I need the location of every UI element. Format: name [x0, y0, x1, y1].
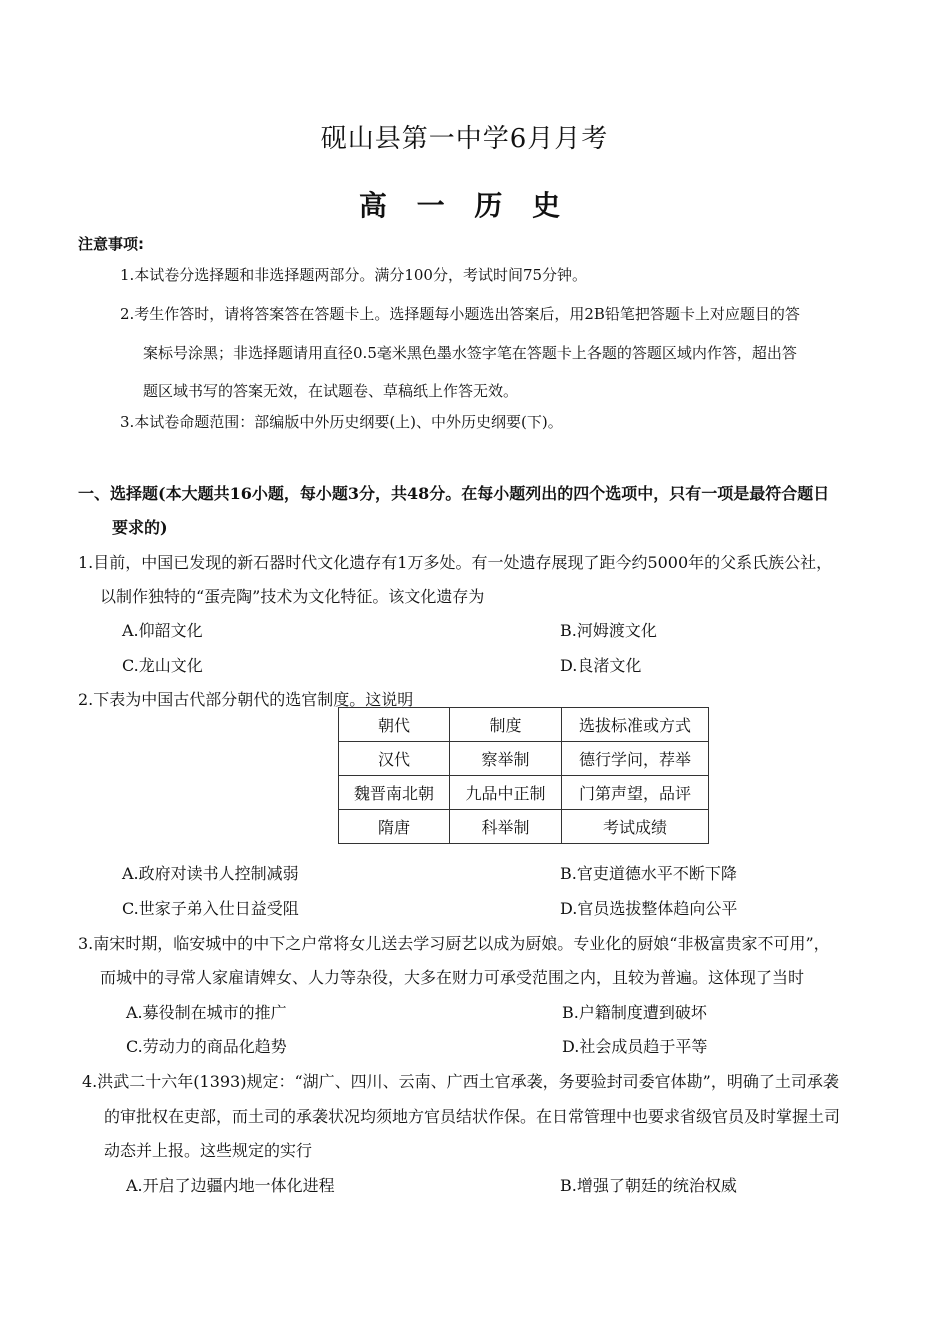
table-cell: 九品中正制 [450, 776, 562, 810]
table-cell: 门第声望，品评 [562, 776, 709, 810]
notice-item-3: 3.本试卷命题范围：部编版中外历史纲要(上)、中外历史纲要(下)。 [120, 413, 563, 431]
notice-item-1: 1.本试卷分选择题和非选择题两部分。满分100分，考试时间75分钟。 [120, 266, 588, 284]
table-cell: 魏晋南北朝 [339, 776, 450, 810]
question-1-line-1: 1.目前，中国已发现的新石器时代文化遗存有1万多处。有一处遗存展现了距今约5000年的父系氏族公社， [78, 553, 833, 572]
question-2-option-a[interactable]: A.政府对读书人控制减弱 [122, 864, 299, 883]
notice-heading: 注意事项: [78, 235, 144, 253]
question-2-option-d[interactable]: D.官员选拔整体趋向公平 [560, 899, 738, 918]
table-cell: 考试成绩 [562, 810, 709, 844]
question-1-option-b[interactable]: B.河姆渡文化 [560, 621, 657, 640]
question-4-option-b[interactable]: B.增强了朝廷的统治权威 [560, 1176, 737, 1195]
table-row [339, 742, 709, 776]
question-3-option-b[interactable]: B.户籍制度遭到破坏 [562, 1003, 707, 1022]
question-1-option-a[interactable]: A.仰韶文化 [122, 621, 203, 640]
section-heading-line-1: 一、选择题(本大题共16小题，每小题3分，共48分。在每小题列出的四个选项中，只有一项是最符合题日 [78, 484, 830, 503]
notice-item-2-line-1: 2.考生作答时，请将答案答在答题卡上。选择题每小题选出答案后，用2B铅笔把答题卡上对应题目的答 [120, 305, 800, 323]
question-4-line-2: 的审批权在吏部，而土司的承袭状况均须地方官员结状作保。在日常管理中也要求省级官员及时掌握土司 [104, 1107, 841, 1126]
exam-title: 砚山县第一中学6月月考 [320, 124, 609, 154]
question-2-option-c[interactable]: C.世家子弟入仕日益受阻 [122, 899, 299, 918]
selection-system-table [338, 707, 709, 844]
question-4-line-3: 动态并上报。这些规定的实行 [104, 1141, 313, 1160]
question-2-line-1: 2.下表为中国古代部分朝代的选官制度。这说明 [78, 690, 414, 709]
question-4-line-1: 4.洪武二十六年(1393)规定：“湖广、四川、云南、广西土官承袭，务要验封司委官体勘”，明确了土司承袭 [82, 1072, 839, 1091]
question-3-option-c[interactable]: C.劳动力的商品化趋势 [126, 1037, 287, 1056]
table-cell: 科举制 [450, 810, 562, 844]
exam-subject: 高 一 历 史 [358, 189, 571, 222]
table-header-cell: 制度 [450, 708, 562, 742]
section-heading-line-2: 要求的) [112, 518, 168, 537]
table-row [339, 810, 709, 844]
table-cell: 汉代 [339, 742, 450, 776]
table-header-cell: 选拔标准或方式 [562, 708, 709, 742]
table-cell: 察举制 [450, 742, 562, 776]
table-header-row [339, 708, 709, 742]
notice-item-2-line-2: 案标号涂黑；非选择题请用直径0.5毫米黑色墨水签字笔在答题卡上各题的答题区域内作答，超出答 [143, 344, 797, 362]
question-1-option-d[interactable]: D.良渚文化 [560, 656, 642, 675]
question-3-option-a[interactable]: A.募役制在城市的推广 [126, 1003, 287, 1022]
question-3-option-d[interactable]: D.社会成员趋于平等 [562, 1037, 708, 1056]
question-3-line-2: 而城中的寻常人家雇请婢女、人力等杂役，大多在财力可承受范围之内，且较为普遍。这体现了当时 [100, 968, 805, 987]
question-2-option-b[interactable]: B.官吏道德水平不断下降 [560, 864, 737, 883]
question-4-option-a[interactable]: A.开启了边疆内地一体化进程 [126, 1176, 335, 1195]
question-3-line-1: 3.南宋时期，临安城中的中下之户常将女儿送去学习厨艺以成为厨娘。专业化的厨娘“非极富贵家不可用”， [78, 934, 830, 953]
notice-item-2-line-3: 题区域书写的答案无效，在试题卷、草稿纸上作答无效。 [143, 382, 519, 400]
question-1-option-c[interactable]: C.龙山文化 [122, 656, 203, 675]
table-cell: 隋唐 [339, 810, 450, 844]
table-row [339, 776, 709, 810]
table-cell: 德行学问，荐举 [562, 742, 709, 776]
question-1-line-2: 以制作独特的“蛋壳陶”技术为文化特征。该文化遗存为 [100, 587, 485, 606]
table-header-cell: 朝代 [339, 708, 450, 742]
